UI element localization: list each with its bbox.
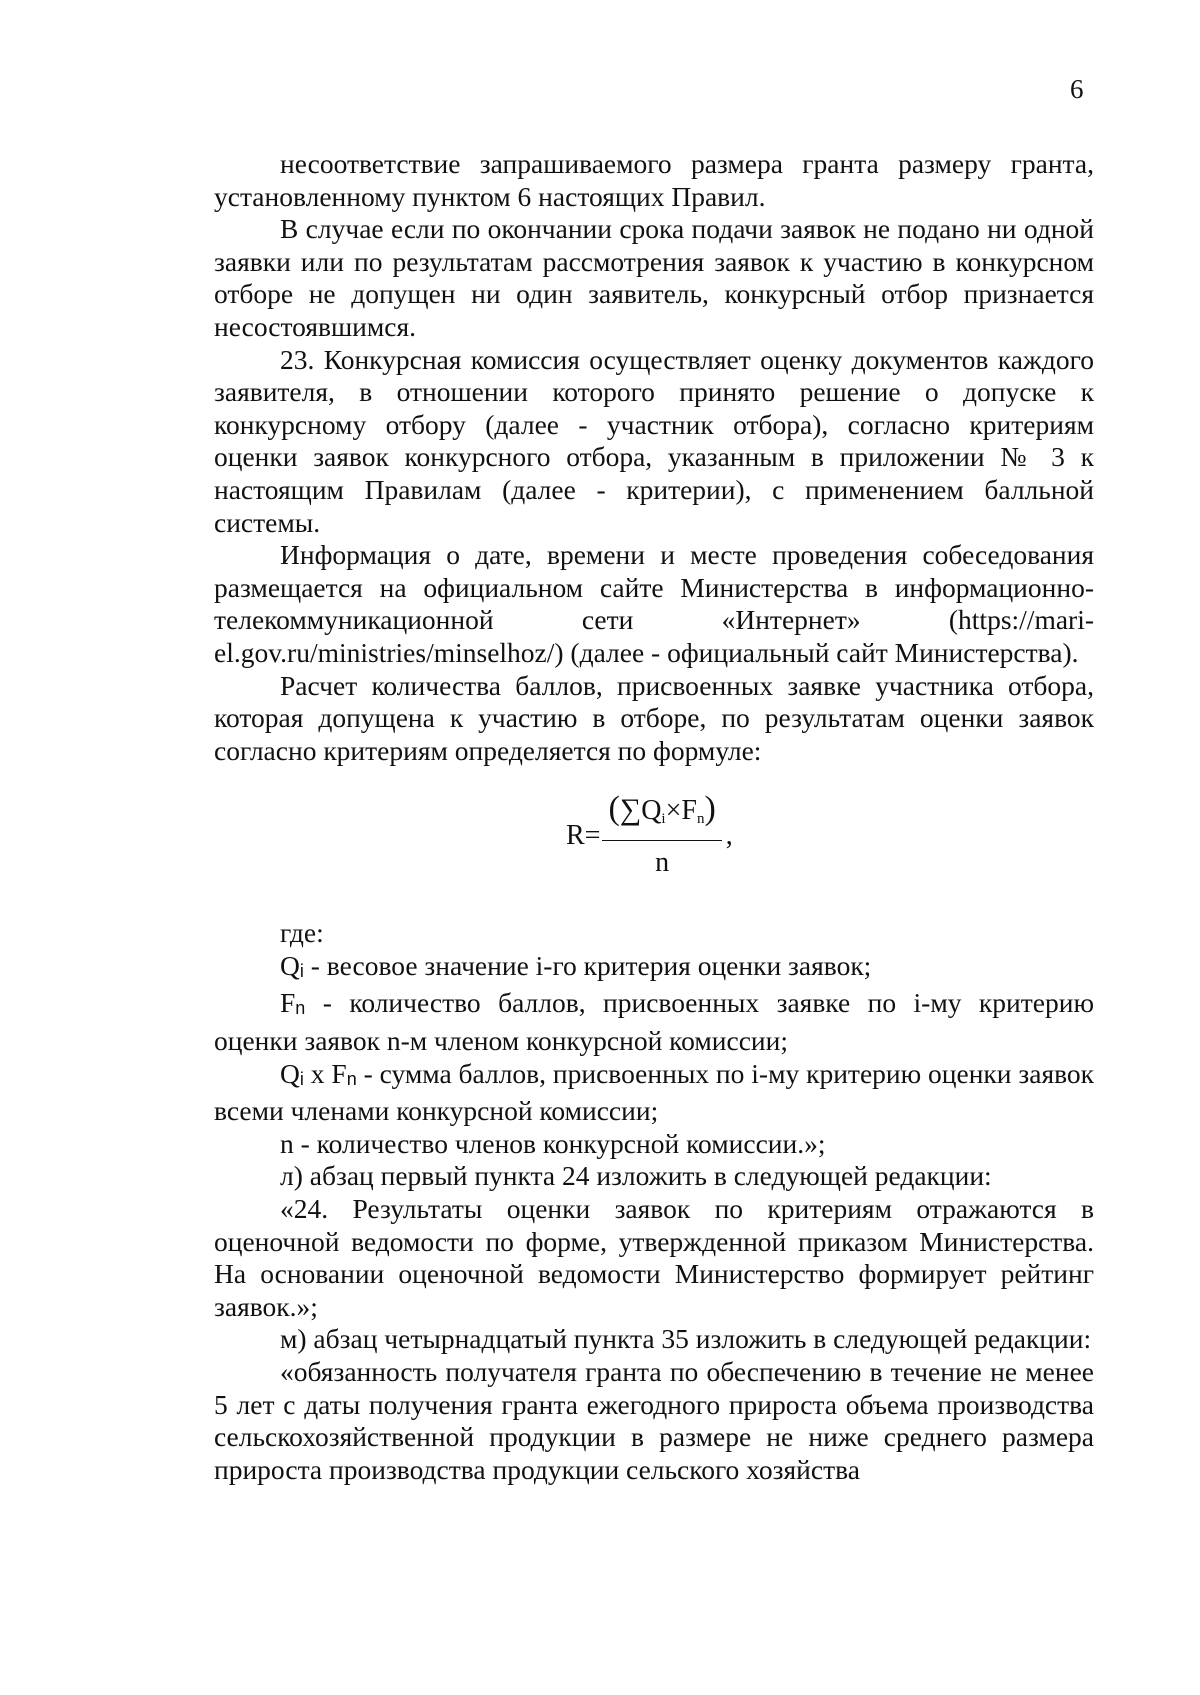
formula-close-paren: ) — [704, 790, 716, 828]
formula-lhs: R= — [566, 820, 601, 852]
formula-numerator — [602, 790, 721, 841]
definition-n: n - количество членов конкурсной комиссии.»; — [280, 1127, 826, 1159]
paragraph-amend-item-35: м) абзац четырнадцатый пункта 35 изложить в следующей редакции: — [280, 1323, 1092, 1355]
paragraph-amend-item-24: л) абзац первый пункта 24 изложить в следующей редакции: — [280, 1160, 992, 1192]
fn-sub: n — [295, 998, 306, 1019]
formula-times: × — [665, 795, 682, 827]
qi-symbol: Q — [280, 949, 300, 981]
paragraph-item-24: «24. Результаты оценки заявок по критериям отражаются в оценочной ведомости по форме, утвержденной приказом Министерства. На основании оценочной ведомости Министерство формирует рейтинг заявок.»; — [214, 1193, 1094, 1322]
formula-fraction — [602, 790, 721, 879]
paragraph-score-calculation: Расчет количества баллов, присвоенных заявке участника отбора, которая допущена к участию в отборе, по результатам оценки заявок согласно критериям определяется по формуле: — [214, 669, 1094, 766]
where-label: где: — [280, 917, 324, 949]
formula-f-sub: n — [696, 811, 705, 828]
fn-symbol: F — [280, 987, 296, 1019]
formula-q: Q — [641, 795, 662, 827]
paragraph-no-applications: В случае если по окончании срока подачи заявок не подано ни одной заявки или по результатам рассмотрения заявок к участию в конкурсном отборе не допущен ни один заявитель, конкурсный отбор признается несостоявшимся. — [214, 213, 1094, 342]
paragraph-grant-obligation: «обязанность получателя гранта по обеспечению в течение не менее 5 лет с даты получения гранта ежегодного прироста объема производства сельскохозяйственной продукции в размере не ниже среднего размера прироста производства продукции сельского хозяйства — [214, 1356, 1094, 1485]
document-body — [214, 148, 1094, 1486]
qifn-text: - сумма баллов, присвоенных по i-му критерию оценки заявок всеми членами конкурсной комиссии; — [214, 1057, 1095, 1127]
fn-text: - количество баллов, присвоенных заявке по i-му критерию оценки заявок n-м членом конкурсной комиссии; — [214, 987, 1094, 1057]
qifn-q-sub: i — [299, 1068, 304, 1089]
qifn-f: F — [331, 1057, 347, 1089]
formula-denominator: n — [655, 846, 670, 878]
qifn-f-sub: n — [346, 1068, 357, 1089]
definition-qi — [214, 950, 1094, 988]
formula-comma: , — [725, 820, 733, 852]
qifn-x: x — [303, 1057, 332, 1089]
formula-q-sub: i — [661, 811, 666, 828]
definition-fn — [214, 987, 1094, 1057]
formula-f: F — [681, 795, 697, 827]
page-number: 6 — [1070, 74, 1084, 104]
score-formula — [566, 790, 733, 879]
qi-sub: i — [299, 960, 304, 981]
formula-open-paren: ( — [608, 790, 620, 828]
sum-symbol: ∑ — [619, 793, 642, 827]
paragraph-item-23: 23. Конкурсная комиссия осуществляет оценку документов каждого заявителя, в отношении которого принято решение о допуске к конкурсному отбору (далее - участник отбора), согласно критериям оценки заявок конкурсного отбора, указанным в приложении № 3 к настоящим Правилам (далее - критерии), с применением балльной системы. — [214, 343, 1094, 538]
paragraph-size-mismatch: несоответствие запрашиваемого размера гранта размеру гранта, установленному пунктом 6 настоящих Правил. — [214, 148, 1094, 212]
paragraph-interview-info: Информация о дате, времени и месте проведения собеседования размещается на официальном сайте Министерства в информационно-телекоммуникационной сети «Интернет» (https://mari-el.gov.ru/ministries/minselhoz/) (далее - официальный сайт Министерства). — [214, 539, 1094, 668]
formula-block — [214, 767, 1094, 917]
qifn-q: Q — [280, 1057, 300, 1089]
qi-text: - весовое значение i-го критерия оценки заявок; — [303, 949, 872, 981]
definition-qi-fn — [214, 1058, 1094, 1128]
